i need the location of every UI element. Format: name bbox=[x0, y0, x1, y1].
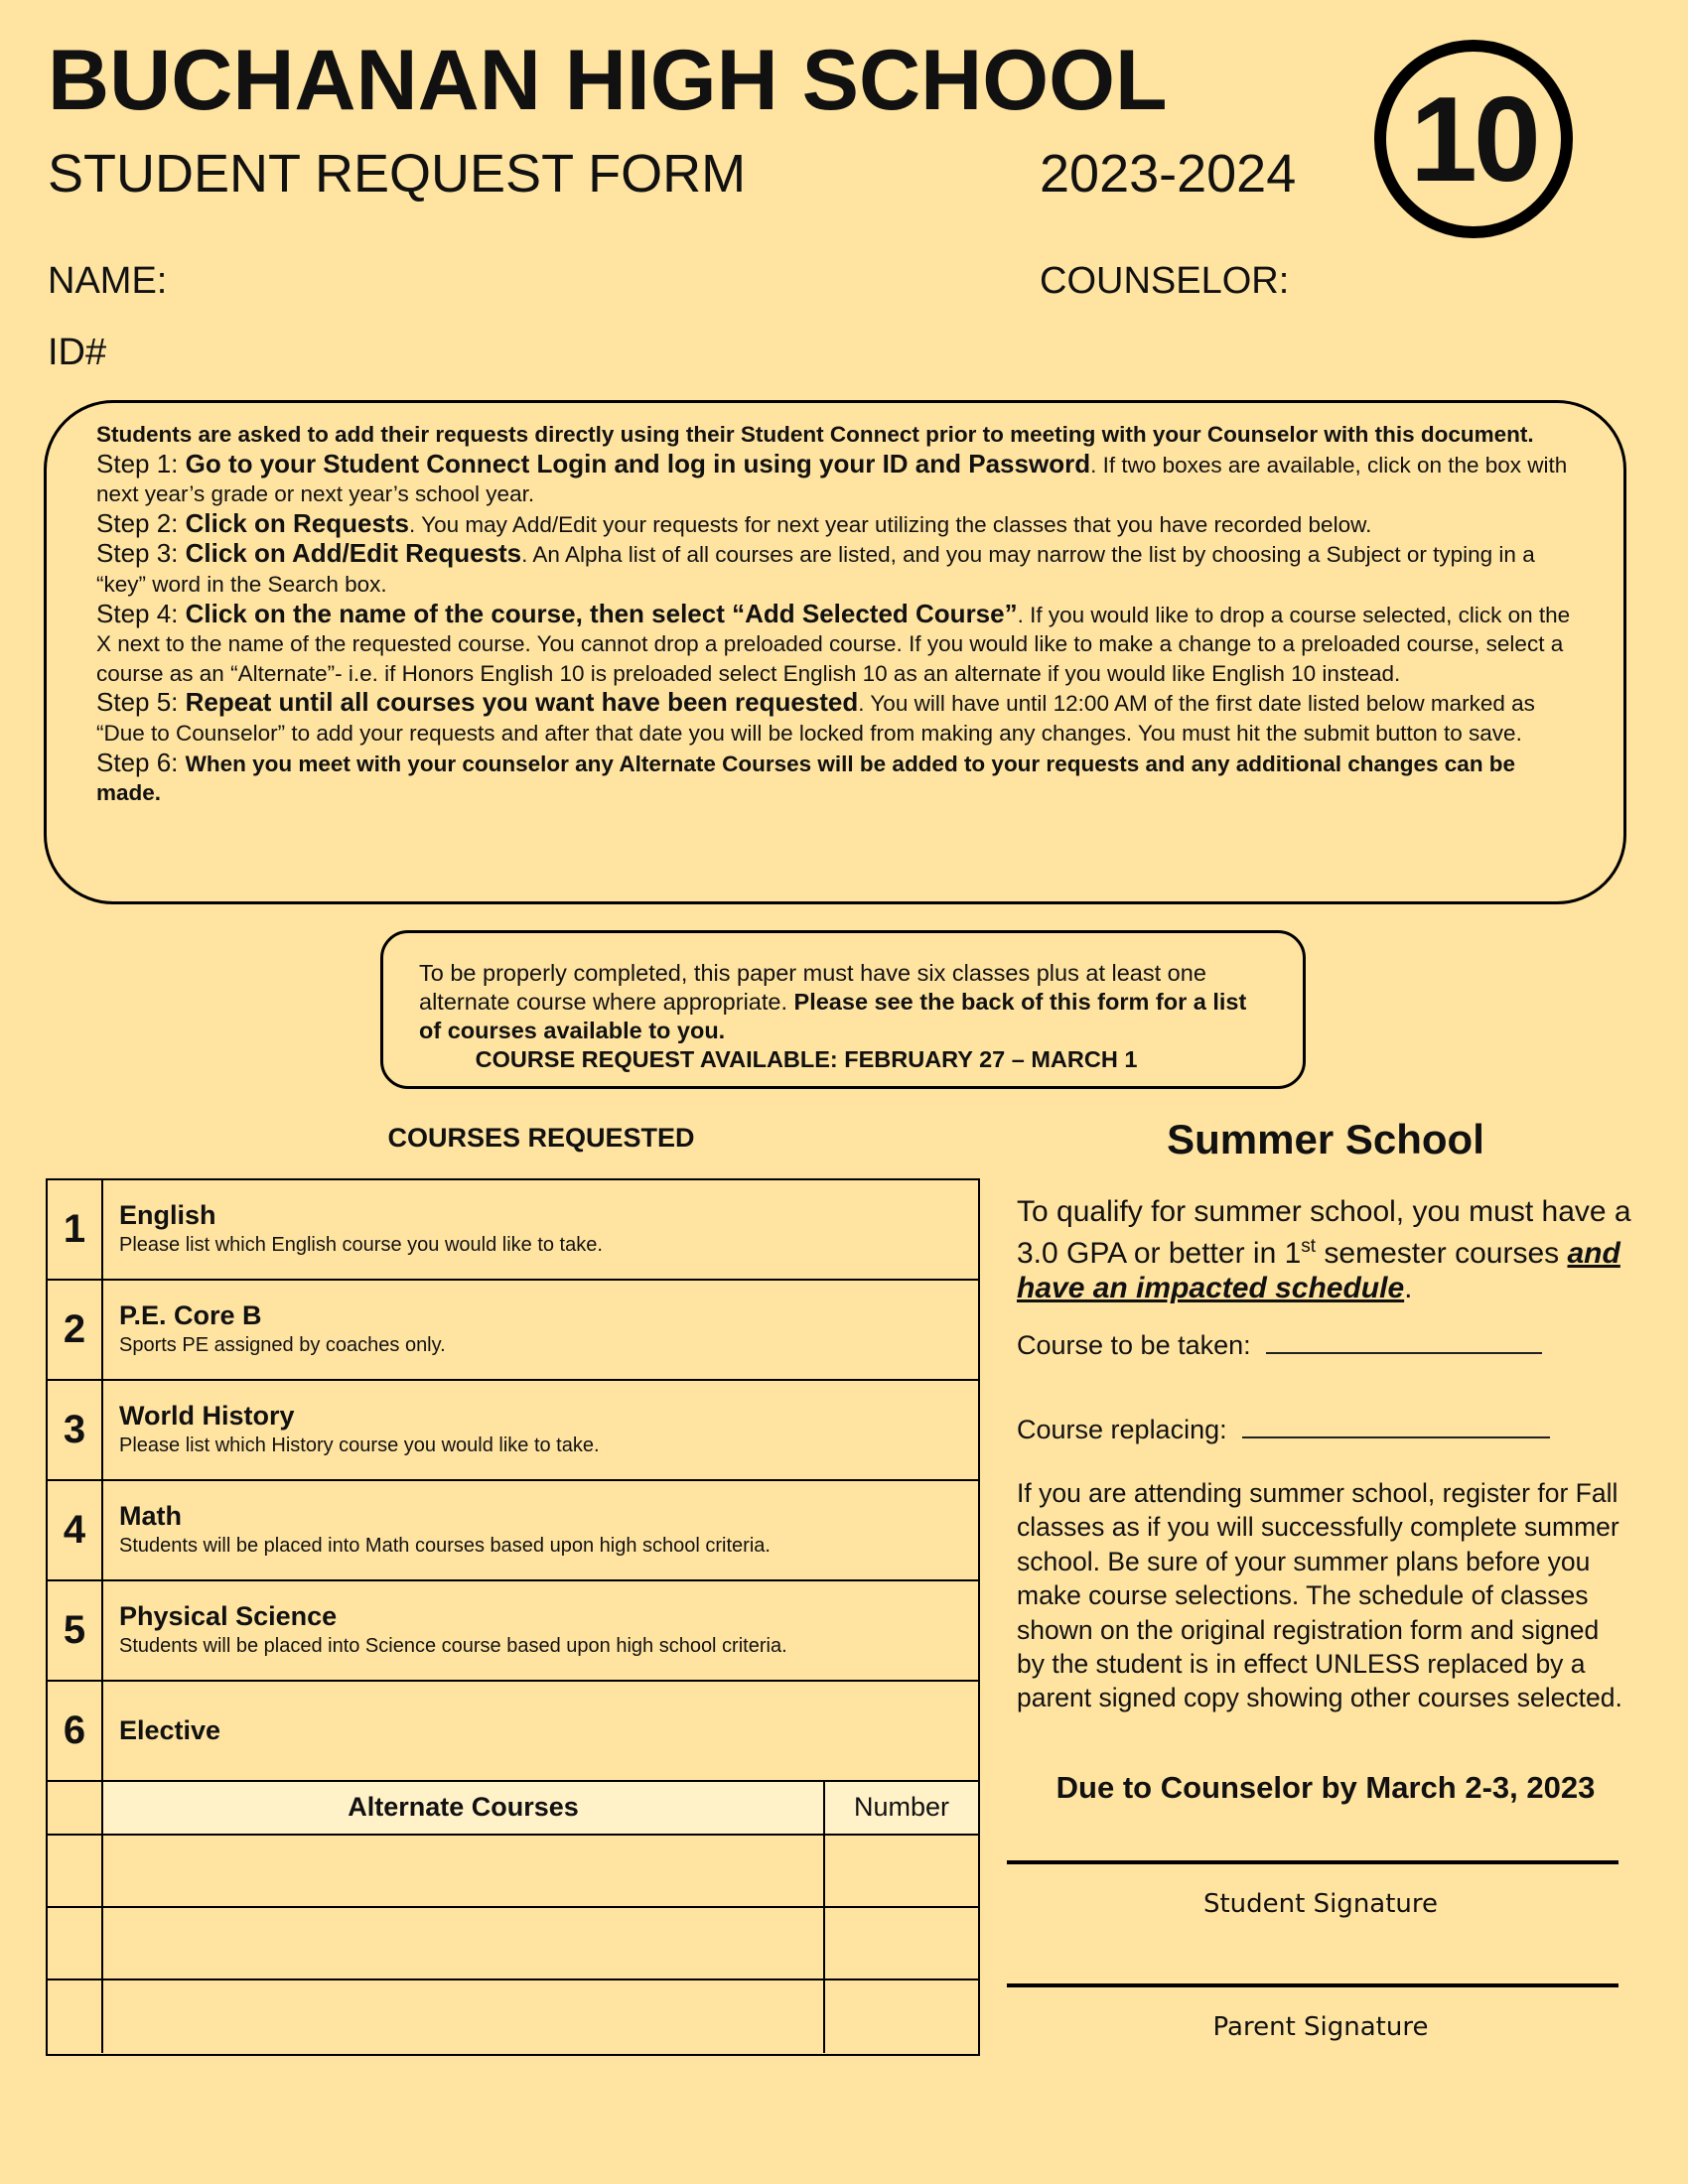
counselor-label: COUNSELOR: bbox=[1040, 260, 1290, 302]
step-1: Step 1: Go to your Student Connect Login and log in using your ID and Password. If two boxes are available, click on the box with next year’s grade or next year’s school year. bbox=[96, 448, 1568, 507]
completion-notice bbox=[380, 930, 1306, 1089]
course-title: English bbox=[119, 1200, 216, 1230]
summer-school-title: Summer School bbox=[1167, 1116, 1484, 1162]
alternate-course-cell[interactable] bbox=[103, 1908, 825, 1979]
course-row[interactable] bbox=[48, 1481, 978, 1581]
id-label: ID# bbox=[48, 332, 107, 373]
course-title: Elective bbox=[119, 1715, 221, 1745]
courses-heading: COURSES REQUESTED bbox=[387, 1123, 695, 1153]
step-3: Step 3: Click on Add/Edit Requests. An Alpha list of all courses are listed, and you may narrow the list by choosing a Subject or typing in a “key” word in the Search box. bbox=[96, 538, 1535, 597]
step-2: Step 2: Click on Requests. You may Add/Edit your requests for next year utilizing the classes that you have recorded below. bbox=[96, 507, 1372, 538]
request-dates: COURSE REQUEST AVAILABLE: FEBRUARY 27 – MARCH 1 bbox=[475, 1046, 1138, 1072]
course-note: Students will be placed into Math courses based upon high school criteria. bbox=[119, 1535, 771, 1557]
parent-signature-line[interactable] bbox=[1007, 1983, 1618, 1987]
course-replacing-blank[interactable] bbox=[1242, 1435, 1550, 1438]
course-row[interactable] bbox=[48, 1682, 978, 1782]
alternate-header-row bbox=[48, 1782, 978, 1836]
courses-table bbox=[46, 1178, 980, 2056]
course-to-take-field[interactable]: Course to be taken: bbox=[1017, 1330, 1542, 1361]
course-note: Please list which English course you would like to take. bbox=[119, 1234, 603, 1256]
step-6: Step 6: When you meet with your counselor any Alternate Courses will be added to your requests and any additional changes can be made. bbox=[96, 747, 1516, 806]
course-row[interactable] bbox=[48, 1381, 978, 1481]
alternate-number-cell[interactable] bbox=[825, 1908, 978, 1979]
course-number: 3 bbox=[48, 1381, 103, 1479]
course-note: Students will be placed into Science course based upon high school criteria. bbox=[119, 1635, 787, 1657]
parent-signature-label: Parent Signature bbox=[1212, 2012, 1429, 2042]
course-note: Please list which History course you would like to take. bbox=[119, 1434, 600, 1456]
instructions-box bbox=[44, 400, 1626, 904]
instructions-intro: Students are asked to add their requests directly using their Student Connect prior to meeting with your Counselor with this document. bbox=[96, 422, 1534, 447]
course-note: Sports PE assigned by coaches only. bbox=[119, 1334, 446, 1356]
alternate-course-cell[interactable] bbox=[103, 1836, 825, 1906]
alternate-row[interactable] bbox=[48, 1980, 978, 2053]
alternate-course-cell[interactable] bbox=[103, 1980, 825, 2053]
number-header: Number bbox=[853, 1792, 950, 1822]
student-signature-line[interactable] bbox=[1007, 1860, 1618, 1864]
step-5: Step 5: Repeat until all courses you want have been requested. You will have until 12:00 AM of the first date listed below marked as “Due to Counselor” to add your requests and after that date you will be locked from making any changes. You must hit the submit button to save. bbox=[96, 687, 1535, 746]
course-title: Physical Science bbox=[119, 1601, 338, 1631]
alternate-courses-header: Alternate Courses bbox=[103, 1782, 825, 1834]
course-title: World History bbox=[119, 1401, 295, 1431]
alternate-row[interactable] bbox=[48, 1836, 978, 1908]
course-number: 6 bbox=[48, 1682, 103, 1780]
alternate-row[interactable] bbox=[48, 1908, 978, 1980]
summer-qualification: To qualify for summer school, you must have a 3.0 GPA or better in 1st semester courses and have an impacted schedule. bbox=[1017, 1195, 1631, 1304]
summer-school-info: If you are attending summer school, register for Fall classes as if you will successfully complete summer school. Be sure of your summer plans before you make course selections. The schedule of classes shown on the original registration form and signed by the student is in effect UNLESS replaced by a parent signed copy showing other courses selected. bbox=[1017, 1478, 1622, 1713]
course-number: 4 bbox=[48, 1481, 103, 1579]
course-replacing-field[interactable]: Course replacing: bbox=[1017, 1415, 1550, 1445]
course-number: 5 bbox=[48, 1581, 103, 1680]
course-row[interactable] bbox=[48, 1281, 978, 1381]
school-name: BUCHANAN HIGH SCHOOL bbox=[48, 33, 1168, 128]
course-title: Math bbox=[119, 1501, 182, 1531]
course-row[interactable] bbox=[48, 1180, 978, 1281]
course-number: 1 bbox=[48, 1180, 103, 1279]
course-number: 2 bbox=[48, 1281, 103, 1379]
course-row[interactable] bbox=[48, 1581, 978, 1682]
alternate-number-cell[interactable] bbox=[825, 1980, 978, 2053]
name-label: NAME: bbox=[48, 260, 168, 302]
form-title: STUDENT REQUEST FORM bbox=[48, 144, 747, 204]
step-4: Step 4: Click on the name of the course, then select “Add Selected Course”. If you would like to drop a course selected, click on the X next to the name of the requested course. You cannot drop a preloaded course. If you would like to make a change to a preloaded course, select a course as an “Alternate”- i.e. if Honors English 10 is preloaded select English 10 as an alternate if you would like English 10 instead. bbox=[96, 598, 1571, 686]
alternate-number-cell[interactable] bbox=[825, 1836, 978, 1906]
grade-badge: 10 bbox=[1374, 40, 1573, 238]
school-year: 2023-2024 bbox=[1040, 144, 1297, 204]
course-title: P.E. Core B bbox=[119, 1300, 262, 1330]
due-date: Due to Counselor by March 2-3, 2023 bbox=[1055, 1770, 1596, 1805]
student-signature-label: Student Signature bbox=[1202, 1889, 1439, 1919]
notice-text: To be properly completed, this paper must have six classes plus at least one alternate course where appropriate. Please see the back of this form for a list of courses available to you. bbox=[419, 960, 1247, 1043]
course-to-take-blank[interactable] bbox=[1266, 1351, 1542, 1354]
